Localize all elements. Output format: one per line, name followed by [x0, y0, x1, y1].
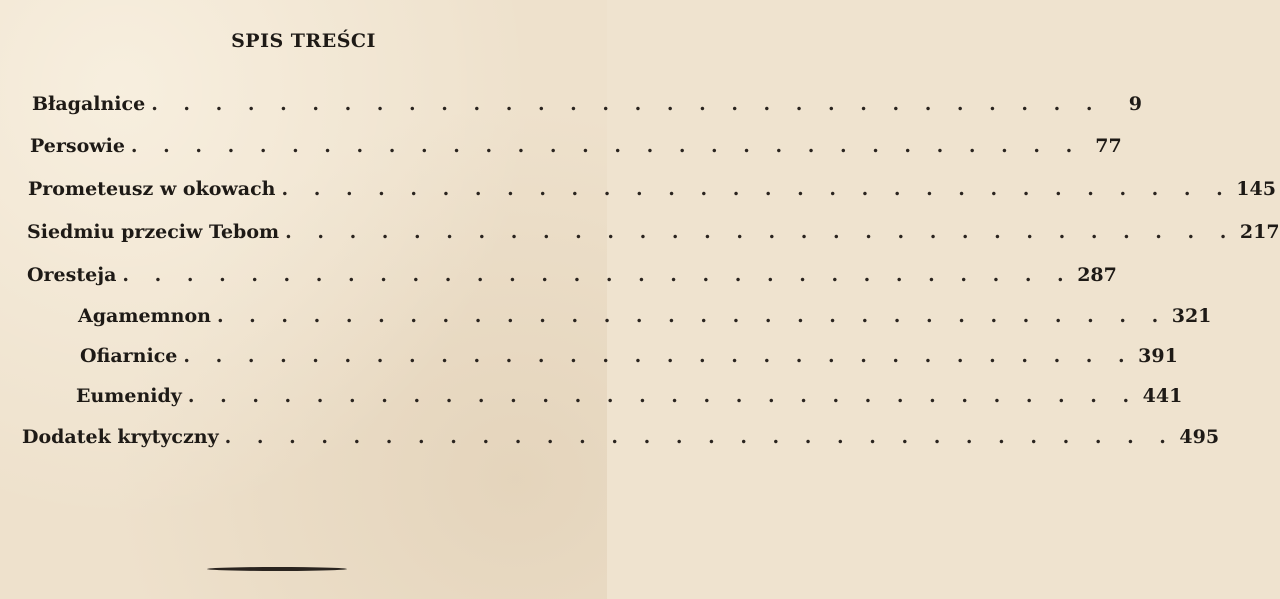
toc-entry-title: Agamemnon: [78, 305, 211, 327]
toc-entry-title: Dodatek krytyczny: [22, 426, 219, 448]
toc-entry-page: 9: [1128, 93, 1142, 115]
toc-entry-page: 145: [1236, 178, 1276, 200]
toc-entry-page: 287: [1077, 264, 1117, 286]
toc-entry: [28, 178, 1276, 206]
dot-leader: . . . . . . . . . . . . . . . . . . . . . . . . . . . . . .: [224, 426, 1176, 448]
toc-entry-page: 321: [1171, 305, 1212, 327]
toc-subentry: [78, 305, 1212, 333]
toc-entry: [27, 221, 1280, 249]
toc-entry: [30, 135, 1122, 163]
toc-entry-page: 495: [1179, 426, 1220, 448]
dot-leader: . . . . . . . . . . . . . . . . . . . . . . . . . . . . . .: [281, 178, 1233, 200]
dot-leader: . . . . . . . . . . . . . . . . . . . . . . . . . . . . . .: [285, 221, 1236, 243]
toc-entry-page: 441: [1142, 385, 1183, 407]
dot-leader: . . . . . . . . . . . . . . . . . . . . . . . . . . . . . .: [183, 345, 1135, 367]
toc-entry-page: 391: [1138, 345, 1178, 367]
toc-subentry: [80, 345, 1178, 373]
toc-entry-page: 217: [1239, 221, 1280, 243]
toc-entry-title: Eumenidy: [76, 385, 182, 407]
page-title: SPIS TREŚCI: [231, 30, 376, 52]
toc-entry-title: Siedmiu przeciw Tebom: [27, 221, 280, 243]
toc-entry-title: Błagalnice: [32, 93, 146, 115]
toc-entry-title: Ofiarnice: [80, 345, 178, 367]
toc-entry: [27, 264, 1117, 292]
toc-entry-page: 77: [1095, 135, 1122, 157]
toc-entry-title: Prometeusz w okowach: [28, 178, 276, 200]
toc-entry: [22, 426, 1220, 454]
dot-leader: . . . . . . . . . . . . . . . . . . . . . . . . . . . . . .: [216, 305, 1168, 327]
toc-entry-title: Oresteja: [27, 264, 117, 286]
dot-leader: . . . . . . . . . . . . . . . . . . . . . . . . . . . . . .: [130, 135, 1082, 157]
dot-leader: . . . . . . . . . . . . . . . . . . . . . . . . . . . . . .: [151, 93, 1102, 115]
decorative-rule: [207, 567, 347, 571]
toc-entry: [32, 93, 1142, 121]
dot-leader: . . . . . . . . . . . . . . . . . . . . . . . . . . . . . .: [122, 264, 1074, 286]
dot-leader: . . . . . . . . . . . . . . . . . . . . . . . . . . . . . .: [187, 385, 1139, 407]
toc-subentry: [76, 385, 1183, 413]
toc-entry-title: Persowie: [30, 135, 125, 157]
